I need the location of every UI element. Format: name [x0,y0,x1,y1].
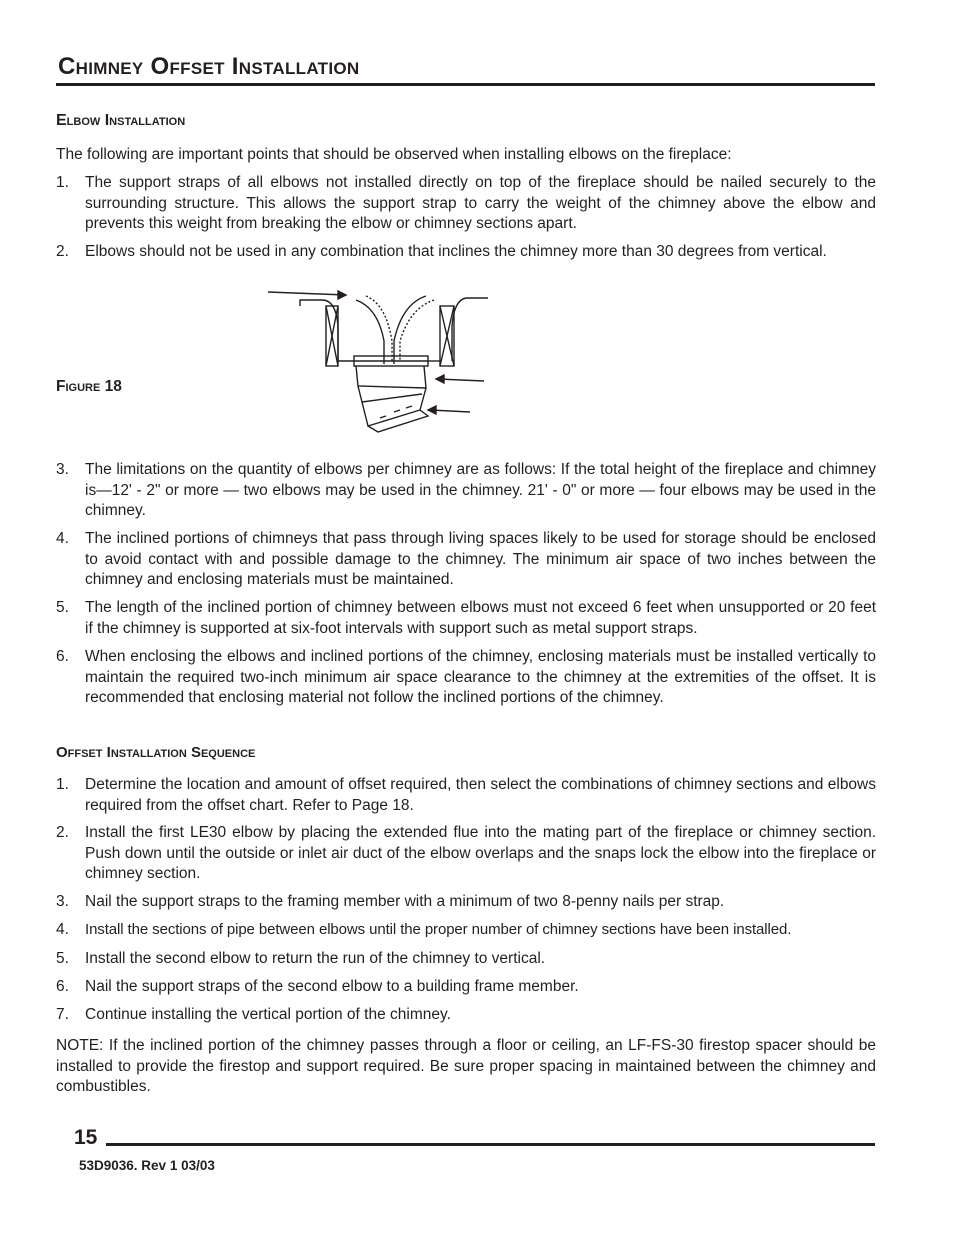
list-number: 4. [56,921,69,938]
list-text: The inclined portions of chimneys that pass through living spaces likely to be used for storage should be enclosed to avoid contact with and possible damage to the chimney. The minimum air space of two inches between the chimney and enclosing materials must be maintained. [85,530,876,588]
list-item [56,460,876,522]
elbow-installation-figure [266,286,490,438]
figure-label: Figure 18 [56,378,122,395]
list-item [56,647,876,709]
list-item [56,823,876,885]
elbow-intro: The following are important points that should be observed when installing elbows on the fireplace: [56,146,732,163]
list-text: Determine the location and amount of offset required, then select the combinations of chimney sections and elbows required from the offset chart. Refer to Page 18. [85,776,876,814]
list-text: Continue installing the vertical portion of the chimney. [85,1006,451,1023]
list-item [56,242,876,263]
list-number: 3. [56,461,69,478]
list-number: 4. [56,530,69,547]
list-text: The support straps of all elbows not installed directly on top of the fireplace should be nailed securely to the surrounding structure. This allows the support strap to carry the weight of the chimney above the elbow and prevents this weight from breaking the elbow or chimney sections apart. [85,174,876,232]
footer-rule [106,1143,875,1146]
list-number: 5. [56,599,69,616]
list-text: Nail the support straps of the second elbow to a building frame member. [85,978,579,995]
list-number: 1. [56,174,69,191]
list-text: The limitations on the quantity of elbows per chimney are as follows: If the total height of the fireplace and chimney is—12' - 2" or more — two elbows may be used in the chimney. 21' - 0" or more — four elbows may be used in the chimney. [85,461,876,519]
note-paragraph: NOTE: If the inclined portion of the chimney passes through a floor or ceiling, an LF-FS-30 firestop spacer should be installed to provide the firestop and support required. Be sure proper spacing in maintained between the chimney and combustibles. [56,1037,876,1095]
document-id: 53D9036. Rev 1 03/03 [79,1158,215,1173]
page-title: Chimney Offset Installation [58,53,360,80]
list-number: 7. [56,1006,69,1023]
title-rule [56,83,875,86]
list-text: Elbows should not be used in any combination that inclines the chimney more than 30 degrees from vertical. [85,243,827,260]
list-item [56,173,876,235]
list-item [56,598,876,639]
section-heading-elbow: Elbow Installation [56,112,186,129]
list-number: 6. [56,978,69,995]
list-item [56,949,876,970]
list-number: 2. [56,824,69,841]
list-number: 6. [56,648,69,665]
list-number: 1. [56,776,69,793]
list-number: 2. [56,243,69,260]
page-number: 15 [74,1126,98,1149]
list-item [56,920,876,941]
section-heading-offset: Offset Installation Sequence [56,744,256,761]
list-text: Nail the support straps to the framing member with a minimum of two 8-penny nails per strap. [85,893,725,910]
list-text: When enclosing the elbows and inclined portions of the chimney, enclosing materials must be installed vertically to maintain the required two-inch minimum air space clearance to the chimney at the extremities of the offset. It is recommended that enclosing material not follow the inclined portions of the chimney. [85,648,876,706]
list-item [56,529,876,591]
list-text: The length of the inclined portion of chimney between elbows must not exceed 6 feet when unsupported or 20 feet if the chimney is supported at six-foot intervals with support such as metal support straps. [85,599,876,637]
list-item [56,977,876,998]
list-text: Install the first LE30 elbow by placing the extended flue into the mating part of the fireplace or chimney section. Push down until the outside or inlet air duct of the elbow overlaps and the snaps lock the elbow into the fireplace or chimney section. [85,824,876,882]
list-text: Install the second elbow to return the run of the chimney to vertical. [85,950,546,967]
list-item [56,775,876,816]
list-text: Install the sections of pipe between elbows until the proper number of chimney sections have been installed. [85,921,792,938]
list-number: 5. [56,950,69,967]
list-item [56,892,876,913]
list-item [56,1005,876,1026]
list-number: 3. [56,893,69,910]
